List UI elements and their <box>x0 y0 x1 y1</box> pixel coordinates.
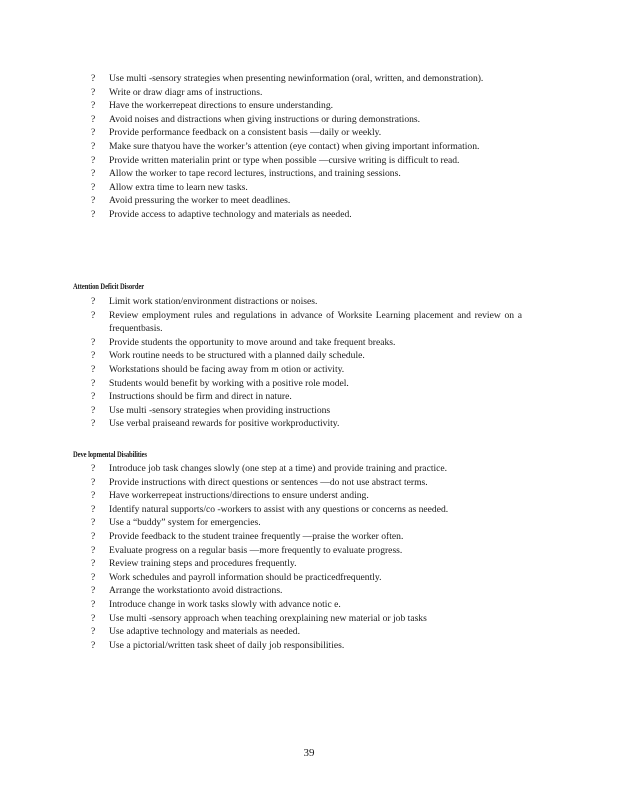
bullet-glyph: ? <box>91 530 96 542</box>
bullet-glyph: ? <box>91 639 96 651</box>
bullet-glyph: ? <box>91 127 96 139</box>
bullet-glyph: ? <box>91 86 96 98</box>
bullet-glyph: ? <box>91 195 96 207</box>
list-item <box>0 208 618 222</box>
bullet-glyph: ? <box>91 168 96 180</box>
bullet-glyph: ? <box>91 154 96 166</box>
bullet-glyph: ? <box>91 73 96 84</box>
bullet-glyph: ? <box>91 517 96 529</box>
list-item-text: Allow extra time to learn new tasks. <box>109 181 248 193</box>
list-item <box>0 140 618 154</box>
bullet-glyph: ? <box>91 350 96 362</box>
bullet-list <box>0 462 618 652</box>
list-item-text: Have the workerrepeat directions to ensure understanding. <box>109 100 334 112</box>
list-item <box>0 295 618 309</box>
list-item <box>0 390 618 404</box>
list-item <box>0 612 618 626</box>
bullet-glyph: ? <box>91 503 96 515</box>
list-item <box>0 309 618 336</box>
page-number: 39 <box>303 747 315 759</box>
list-item-text: Instructions should be firm and direct in nature. <box>109 391 292 403</box>
bullet-glyph: ? <box>91 490 96 502</box>
list-item-text: Provide written materialin print or type when possible —cursive writing is difficult to read. <box>109 154 460 166</box>
list-item-text: Use multi -sensory approach when teaching orexplaining new material or job tasks <box>109 612 427 624</box>
list-item <box>0 571 618 585</box>
list-item <box>0 462 618 476</box>
list-item-text: Evaluate progress on a regular basis —more frequently to evaluate progress. <box>109 544 403 556</box>
list-item <box>0 86 618 100</box>
list-item-text: Use verbal praiseand rewards for positive workproductivity. <box>109 418 340 430</box>
list-item <box>0 99 618 113</box>
bullet-glyph: ? <box>91 463 96 474</box>
list-item-text: Have workerrepeat instructions/directions to ensure underst anding. <box>109 490 369 502</box>
list-item <box>0 489 618 503</box>
list-item-text: Work schedules and payroll information should be practicedfrequently. <box>109 571 382 583</box>
bullet-glyph: ? <box>91 391 96 403</box>
list-item-text: Arrange the workstationto avoid distractions. <box>109 585 283 597</box>
bullet-glyph: ? <box>91 626 96 638</box>
list-item <box>0 503 618 517</box>
bullet-glyph: ? <box>91 208 96 220</box>
list-item-text: Students would benefit by working with a positive role model. <box>109 377 349 389</box>
bullet-glyph: ? <box>91 113 96 125</box>
list-item <box>0 167 618 181</box>
list-item <box>0 404 618 418</box>
list-item-text: Avoid pressuring the worker to meet deadlines. <box>109 195 291 207</box>
section-heading: Deve lopmental Disabilities <box>73 450 147 459</box>
list-item <box>0 639 618 653</box>
list-item-text: Review employment rules and regulations in advance of Worksite Learning placement and review on a frequentbasis. <box>109 309 522 335</box>
list-item-text: Provide access to adaptive technology and materials as needed. <box>109 208 352 220</box>
list-item <box>0 584 618 598</box>
list-item-text: Use a pictorial/written task sheet of daily job responsibilities. <box>109 639 345 651</box>
list-item-text: Workstations should be facing away from m otion or activity. <box>109 363 345 375</box>
bullet-glyph: ? <box>91 100 96 112</box>
bullet-glyph: ? <box>91 296 96 307</box>
list-item <box>0 154 618 168</box>
list-item-text: Use multi -sensory strategies when presenting newinformation (oral, written, and demonstration). <box>109 73 484 84</box>
bullet-glyph: ? <box>91 181 96 193</box>
bullet-list <box>0 295 618 431</box>
list-item-text: Provide performance feedback on a consistent basis —daily or weekly. <box>109 127 382 139</box>
list-item <box>0 557 618 571</box>
list-item <box>0 377 618 391</box>
bullet-glyph: ? <box>91 476 96 488</box>
list-item-text: Identify natural supports/co -workers to assist with any questions or concerns as needed. <box>109 503 449 515</box>
list-item-text: Introduce change in work tasks slowly with advance notic e. <box>109 598 341 610</box>
bullet-glyph: ? <box>91 140 96 152</box>
list-item-text: Provide feedback to the student trainee frequently —praise the worker often. <box>109 530 404 542</box>
bullet-glyph: ? <box>91 571 96 583</box>
list-item-text: Use adaptive technology and materials as needed. <box>109 626 301 638</box>
list-item-text: Avoid noises and distractions when giving instructions or during demonstrations. <box>109 113 421 125</box>
list-item-text: Introduce job task changes slowly (one step at a time) and provide training and practice. <box>109 463 448 474</box>
list-item-text: Provide students the opportunity to move around and take frequent breaks. <box>109 336 396 348</box>
bullet-glyph: ? <box>91 612 96 624</box>
list-item <box>0 336 618 350</box>
list-item <box>0 530 618 544</box>
list-item <box>0 476 618 490</box>
list-item-text: Work routine needs to be structured with a planned daily schedule. <box>109 350 365 362</box>
list-item-text: Use multi -sensory strategies when providing instructions <box>109 404 331 416</box>
list-item <box>0 363 618 377</box>
list-item <box>0 598 618 612</box>
bullet-glyph: ? <box>91 418 96 430</box>
list-item <box>0 72 618 86</box>
list-item <box>0 194 618 208</box>
list-item <box>0 113 618 127</box>
bullet-glyph: ? <box>91 585 96 597</box>
list-item-text: Write or draw diagr ams of instructions. <box>109 86 263 98</box>
list-item <box>0 417 618 431</box>
list-item-text: Provide instructions with direct questions or sentences —do not use abstract terms. <box>109 476 428 488</box>
bullet-glyph: ? <box>91 377 96 389</box>
section-heading: Attention Deficit Disorder <box>73 282 145 291</box>
list-item-text: Limit work station/environment distractions or noises. <box>109 296 318 307</box>
list-item-text: Make sure thatyou have the worker’s attention (eye contact) when giving important information. <box>109 140 480 152</box>
list-item <box>0 516 618 530</box>
list-item-text: Use a “buddy” system for emergencies. <box>109 517 261 529</box>
list-item <box>0 625 618 639</box>
bullet-glyph: ? <box>91 544 96 556</box>
bullet-glyph: ? <box>91 404 96 416</box>
list-item-text: Allow the worker to tape record lectures, instructions, and training sessions. <box>109 168 401 180</box>
list-item <box>0 349 618 363</box>
bullet-glyph: ? <box>91 558 96 570</box>
bullet-list <box>0 72 618 222</box>
list-item <box>0 544 618 558</box>
list-item <box>0 126 618 140</box>
bullet-glyph: ? <box>91 598 96 610</box>
list-item <box>0 181 618 195</box>
list-item-text: Review training steps and procedures frequently. <box>109 558 297 570</box>
bullet-glyph: ? <box>91 336 96 348</box>
bullet-glyph: ? <box>91 363 96 375</box>
bullet-glyph: ? <box>91 309 96 321</box>
